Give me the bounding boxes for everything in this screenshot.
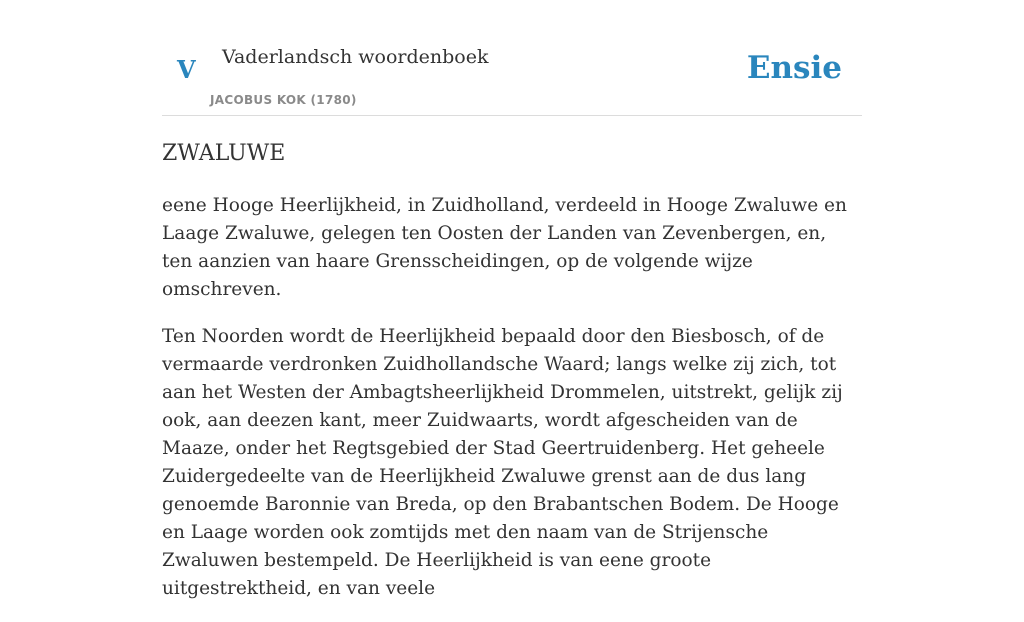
entry-paragraph: eene Hooge Heerlijkheid, in Zuidholland, verdeeld in Hooge Zwaluwe en Laage Zwaluwe, gelegen ten Oosten der Landen van Zevenbergen, en, ten aanzien van haare Grensscheidingen, op de volgende wijze omschreven. <box>162 195 847 300</box>
dictionary-title-link[interactable]: Vaderlandsch woordenboek <box>222 46 489 68</box>
page-header <box>162 30 862 116</box>
ensie-brand-logo[interactable]: Ensie <box>746 50 842 86</box>
entry-body <box>162 192 862 622</box>
entry-paragraph: Ten Noorden wordt de Heerlijkheid bepaald door den Biesbosch, of de vermaarde verdronken Zuidhollandsche Waard; langs welke zij zich, tot aan het Westen der Ambagtsheerlijkheid Drommelen, uitstrekt, gelijk zij ook, aan deezen kant, meer Zuidwaarts, wordt afgescheiden van de Maaze, onder het Regtsgebied der Stad Geertruidenberg. Het geheele Zuidergedeelte van de Heerlijkheid Zwaluwe grenst aan de dus lang genoemde Baronnie van Breda, op den Brabantschen Bodem. De Hooge en Laage worden ook zomtijds met den naam van de Strijensche Zwaluwen bestempeld. De Heerlijkheid is van eene groote uitgestrektheid, en van veele <box>162 326 843 599</box>
dictionary-author: JACOBUS KOK (1780) <box>210 93 357 107</box>
dictionary-logo[interactable]: V <box>177 55 196 84</box>
entry-title: ZWALUWE <box>162 141 286 166</box>
